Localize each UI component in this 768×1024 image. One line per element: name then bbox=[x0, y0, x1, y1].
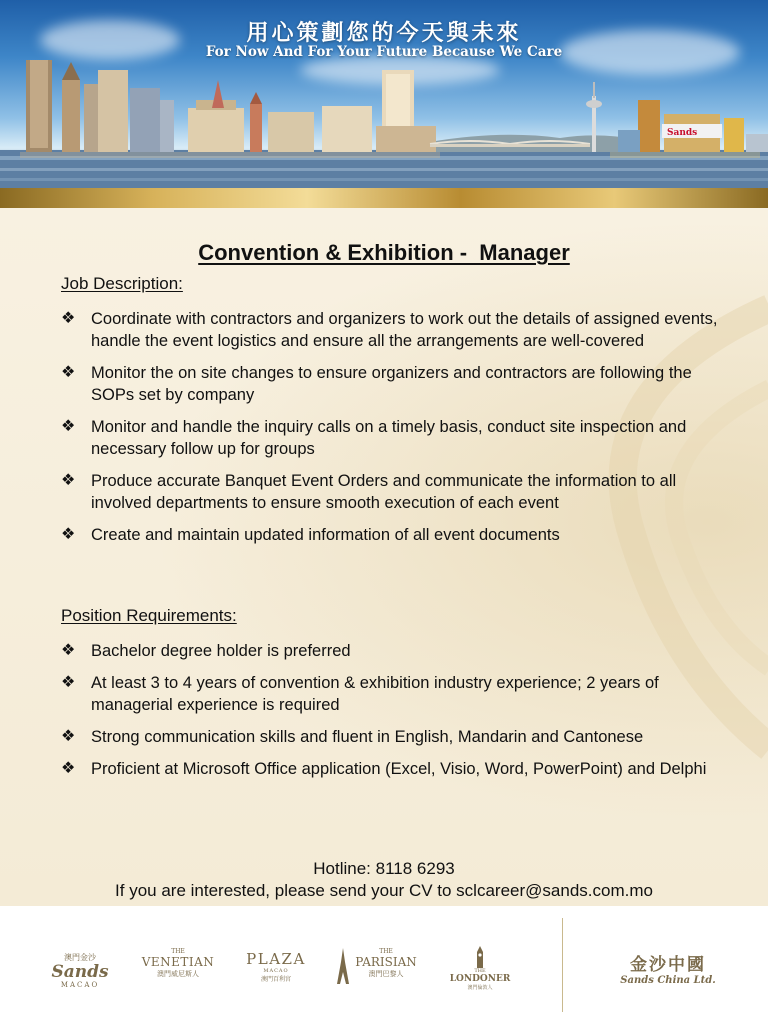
sands-macao-logo: 澳門金沙 Sands MACAO bbox=[51, 953, 109, 989]
diamond-bullet-icon: ❖ bbox=[61, 364, 76, 381]
diamond-bullet-icon: ❖ bbox=[61, 760, 76, 777]
diamond-bullet-icon: ❖ bbox=[61, 310, 76, 327]
contact-hotline: Hotline: 8118 6293 bbox=[313, 859, 455, 878]
diamond-bullet-icon: ❖ bbox=[61, 472, 76, 489]
svg-text:Sands: Sands bbox=[667, 128, 698, 138]
brand-logos-footer bbox=[0, 906, 768, 1024]
plaza-macao-logo: PLAZA MACAO 澳門百利宮 bbox=[246, 950, 306, 983]
list-item: ❖ Create and maintain updated information of all event documents bbox=[61, 526, 560, 544]
eiffel-tower-icon bbox=[336, 948, 350, 984]
contact-cv-instructions: If you are interested, please send your CV to sclcareer@sands.com.mo bbox=[115, 881, 653, 900]
diamond-bullet-icon: ❖ bbox=[61, 418, 76, 435]
parisian-logo: THE PARISIAN 澳門巴黎人 bbox=[334, 948, 424, 979]
list-item: ❖ Coordinate with contractors and organizers to work out the details of assigned events, handle the event logistics and ensure all the arrangements are well-covered bbox=[61, 310, 718, 350]
job-description-list bbox=[61, 308, 721, 556]
job-title-text: Convention & Exhibition - Manager bbox=[198, 240, 570, 265]
diamond-bullet-icon: ❖ bbox=[61, 728, 76, 745]
diamond-bullet-icon: ❖ bbox=[61, 674, 76, 691]
banner-title-english: For Now And For Your Future Because We Care bbox=[205, 44, 563, 60]
job-posting-body bbox=[0, 208, 768, 906]
londoner-logo: THE LONDONER 澳門倫敦人 bbox=[440, 946, 520, 991]
diamond-bullet-icon: ❖ bbox=[61, 526, 76, 543]
diamond-bullet-icon: ❖ bbox=[61, 642, 76, 659]
footer-divider bbox=[562, 918, 563, 1012]
venetian-logo: THE VENETIAN 澳門威尼斯人 bbox=[141, 948, 215, 978]
gold-divider-strip bbox=[0, 188, 768, 208]
list-item: ❖ Bachelor degree holder is preferred bbox=[61, 642, 351, 660]
macau-skyline-illustration bbox=[0, 60, 768, 190]
big-ben-icon bbox=[475, 946, 485, 968]
sands-china-logo: 金沙中國 Sands China Ltd. bbox=[620, 955, 716, 986]
header-banner bbox=[0, 0, 768, 190]
list-item: ❖ Produce accurate Banquet Event Orders and communicate the information to all involved departments to ensure smooth execution of each event bbox=[61, 472, 677, 512]
list-item: ❖ At least 3 to 4 years of convention & exhibition industry experience; 2 years of managerial experience is required bbox=[61, 674, 659, 714]
job-title bbox=[0, 240, 768, 266]
position-requirements-list bbox=[61, 640, 721, 790]
list-item: ❖ Proficient at Microsoft Office application (Excel, Visio, Word, PowerPoint) and Delphi bbox=[61, 760, 707, 778]
list-item: ❖ Monitor and handle the inquiry calls on a timely basis, conduct site inspection and necessary follow up for groups bbox=[61, 418, 687, 458]
job-description-heading: Job Description: bbox=[61, 274, 183, 293]
position-requirements-heading: Position Requirements: bbox=[61, 606, 237, 625]
list-item: ❖ Monitor the on site changes to ensure organizers and contractors are following the SOPs set by company bbox=[61, 364, 692, 404]
banner-title-chinese: 用心策劃您的今天與未來 bbox=[246, 20, 522, 46]
list-item: ❖ Strong communication skills and fluent in English, Mandarin and Cantonese bbox=[61, 728, 644, 746]
